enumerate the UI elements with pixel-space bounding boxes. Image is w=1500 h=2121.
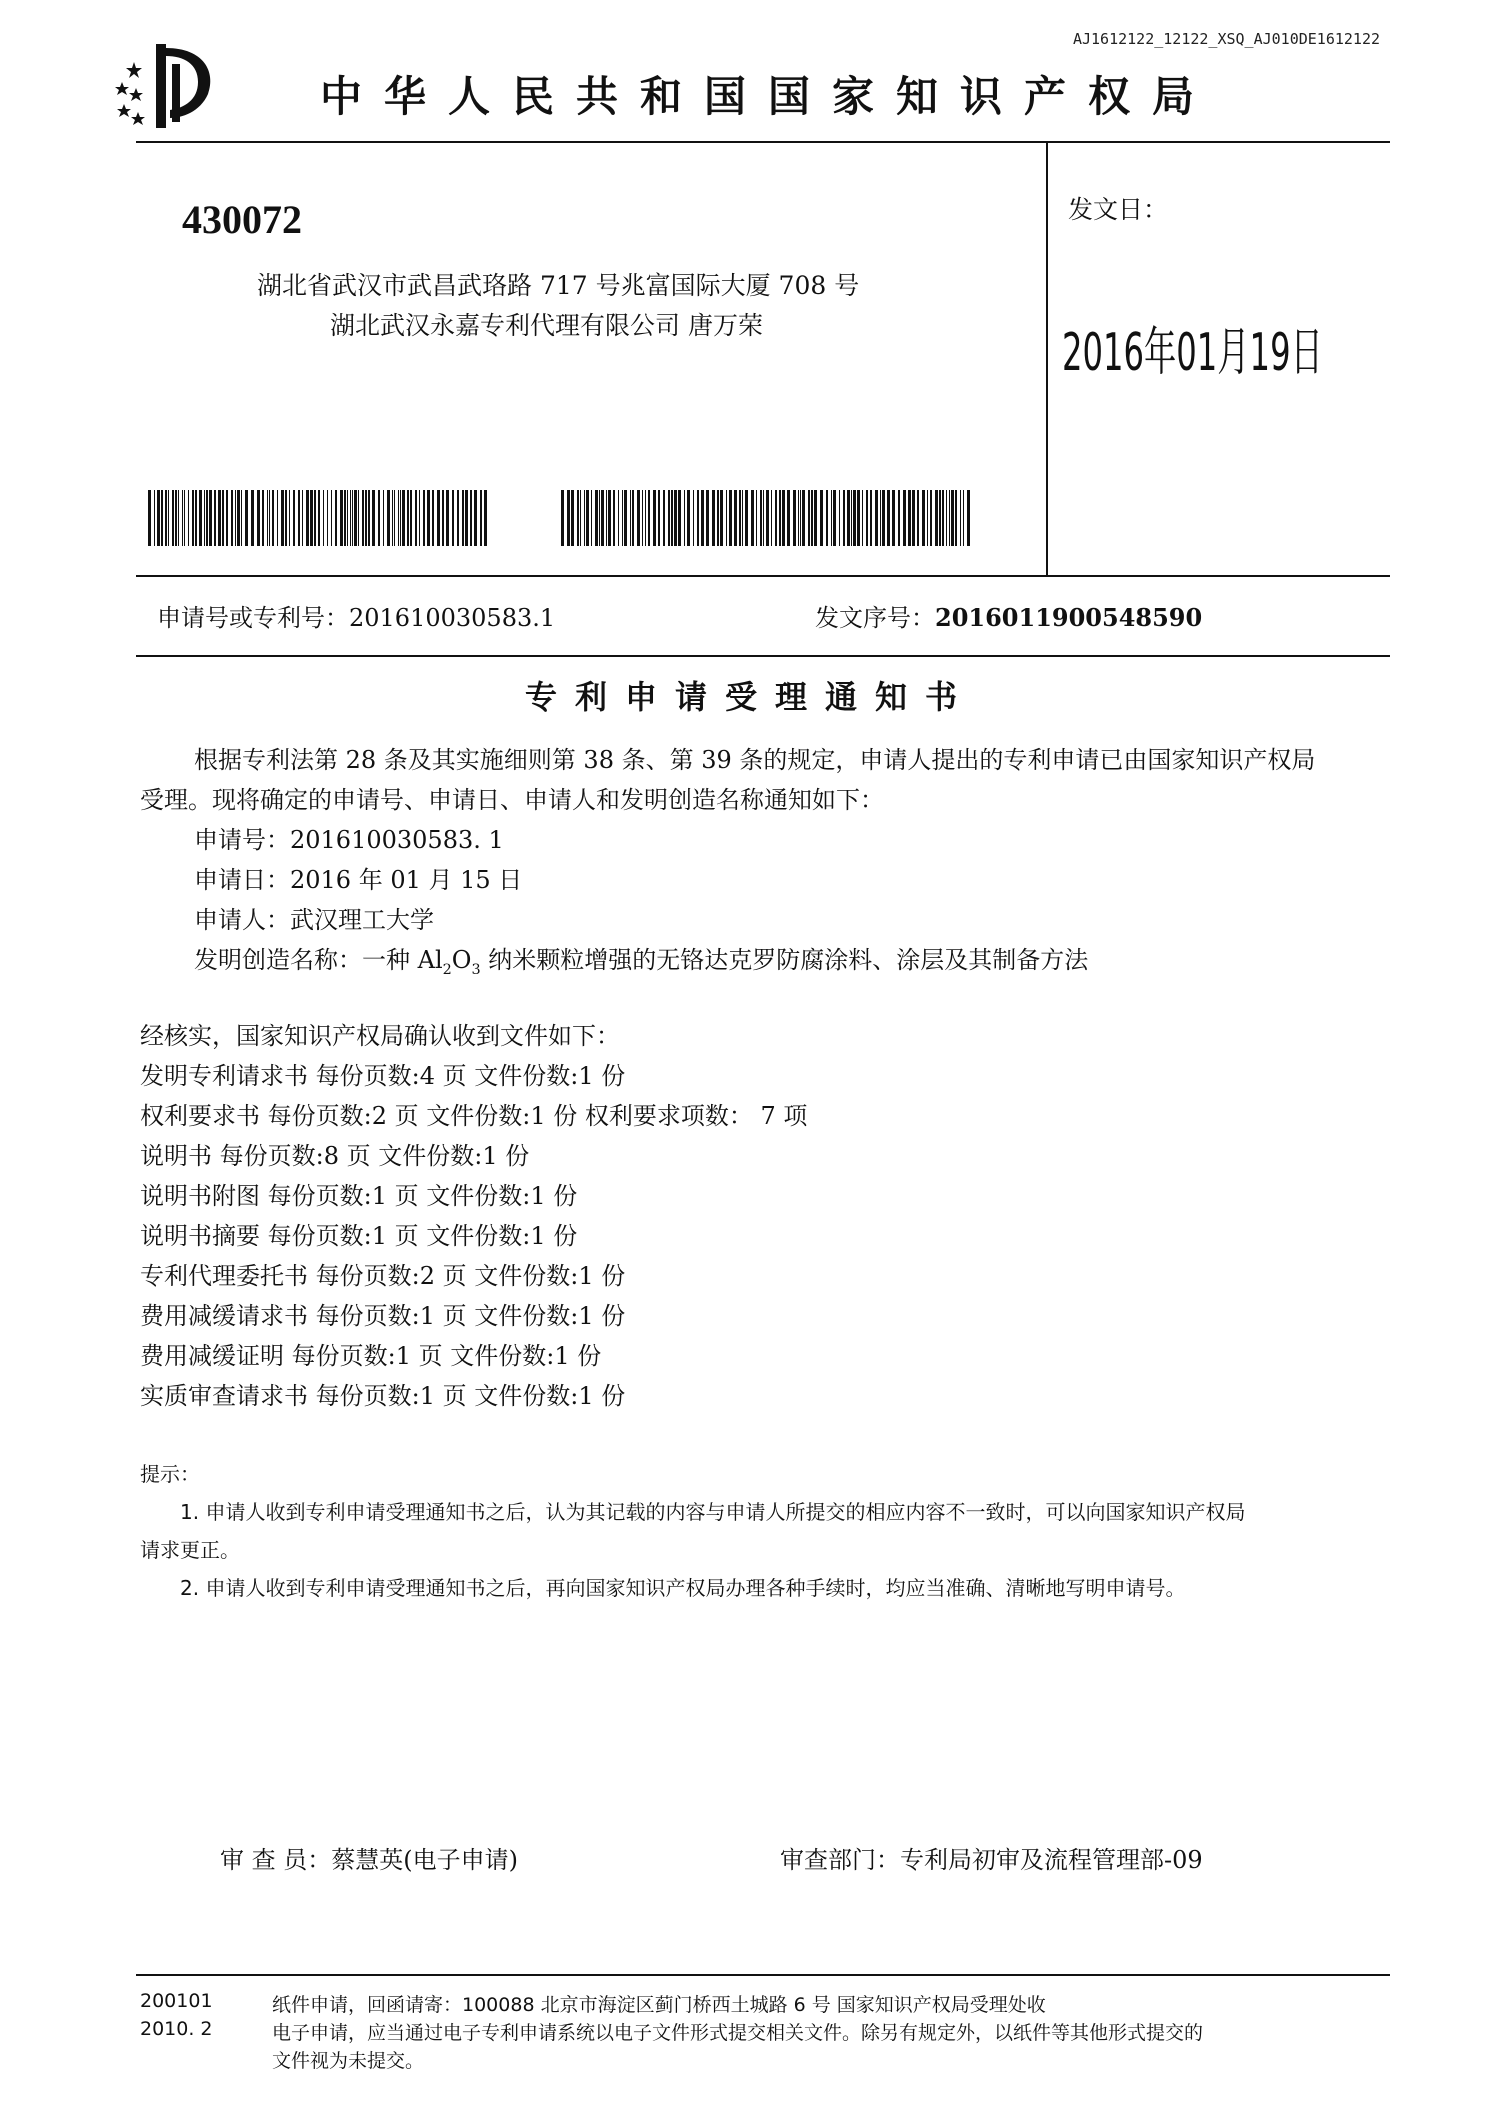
received-item: 费用减缓请求书 每份页数:1 页 文件份数:1 份 (140, 1302, 626, 1330)
received-item: 说明书附图 每份页数:1 页 文件份数:1 份 (140, 1182, 578, 1210)
footer-paper-notice: 纸件申请，回函请寄：100088 北京市海淀区蓟门桥西土城路 6 号 国家知识产权局受理处收 (272, 1994, 1046, 2016)
examiner: 审 查 员：蔡慧英(电子申请) (220, 1846, 518, 1874)
detail-applicant: 申请人：武汉理工大学 (194, 906, 434, 934)
barcode-right (561, 490, 972, 546)
footer-electronic-line-1: 电子申请，应当通过电子专利申请系统以电子文件形式提交相关文件。除另有规定外，以纸件等其他形式提交的 (272, 2022, 1204, 2044)
serial-number-value: 2016011900548590 (935, 603, 1203, 632)
document-code: AJ1612122_12122_XSQ_AJ010DE1612122 (1072, 30, 1380, 48)
postcode: 430072 (182, 197, 302, 242)
serial-number-label: 发文序号： (815, 604, 935, 632)
intro-line-1: 根据专利法第 28 条及其实施细则第 38 条、第 39 条的规定，申请人提出的专利申请已由国家知识产权局 (194, 746, 1316, 774)
serial-number-row (815, 598, 1202, 633)
intro-line-2: 受理。现将确定的申请号、申请日、申请人和发明创造名称通知如下： (140, 786, 884, 814)
received-item: 费用减缓证明 每份页数:1 页 文件份数:1 份 (140, 1342, 602, 1370)
address-line-2: 湖北武汉永嘉专利代理有限公司 唐万荣 (330, 311, 763, 340)
date-column-divider (1046, 141, 1048, 575)
received-item: 发明专利请求书 每份页数:4 页 文件份数:1 份 (140, 1062, 626, 1090)
tip-1-line-2: 请求更正。 (140, 1538, 240, 1562)
footer-code-1: 200101 (140, 1990, 213, 2012)
footer-divider (136, 1974, 1390, 1976)
address-line-1: 湖北省武汉市武昌武珞路 717 号兆富国际大厦 708 号 (257, 271, 860, 300)
number-row-divider (136, 655, 1390, 657)
cnipa-emblem-icon (112, 38, 224, 134)
received-item: 说明书 每份页数:8 页 文件份数:1 份 (140, 1142, 530, 1170)
tip-2: 2. 申请人收到专利申请受理通知书之后，再向国家知识产权局办理各种手续时，均应当准确、清晰地写明申请号。 (180, 1576, 1186, 1600)
footer-code-2: 2010. 2 (140, 2018, 213, 2040)
application-number-row (157, 598, 555, 633)
tip-1-line-1: 1. 申请人收到专利申请受理通知书之后，认为其记载的内容与申请人所提交的相应内容不一致时，可以向国家知识产权局 (180, 1500, 1246, 1524)
barcode-divider (136, 575, 1390, 577)
application-number-value: 201610030583.1 (349, 604, 556, 632)
barcode-left (148, 490, 488, 546)
tips-heading: 提示： (140, 1462, 200, 1486)
detail-application-number: 申请号：201610030583. 1 (194, 826, 504, 854)
header-divider (136, 141, 1390, 143)
detail-invention-title: 发明创造名称：一种 $Al_2O_3$ 纳米颗粒增强的无铬达克罗防腐涂料、涂层及其制备方法 (194, 946, 1089, 978)
received-item: 实质审查请求书 每份页数:1 页 文件份数:1 份 (140, 1382, 626, 1410)
application-number-label: 申请号或专利号： (157, 604, 349, 632)
examining-department: 审查部门：专利局初审及流程管理部-09 (780, 1846, 1203, 1874)
dispatch-date-label: 发文日： (1068, 195, 1169, 224)
received-heading: 经核实，国家知识产权局确认收到文件如下： (140, 1022, 620, 1050)
detail-application-date: 申请日：2016 年 01 月 15 日 (194, 866, 523, 894)
received-item: 专利代理委托书 每份页数:2 页 文件份数:1 份 (140, 1262, 626, 1290)
received-item: 说明书摘要 每份页数:1 页 文件份数:1 份 (140, 1222, 578, 1250)
office-name: 中华人民共和国国家知识产权局 (320, 72, 1217, 121)
footer-electronic-line-2: 文件视为未提交。 (272, 2050, 425, 2072)
received-item: 权利要求书 每份页数:2 页 文件份数:1 份 权利要求项数： 7 项 (140, 1102, 808, 1130)
notice-title: 专利申请受理通知书 (524, 678, 975, 716)
dispatch-date-stamp: 2016年01月19日 (1062, 323, 1323, 383)
